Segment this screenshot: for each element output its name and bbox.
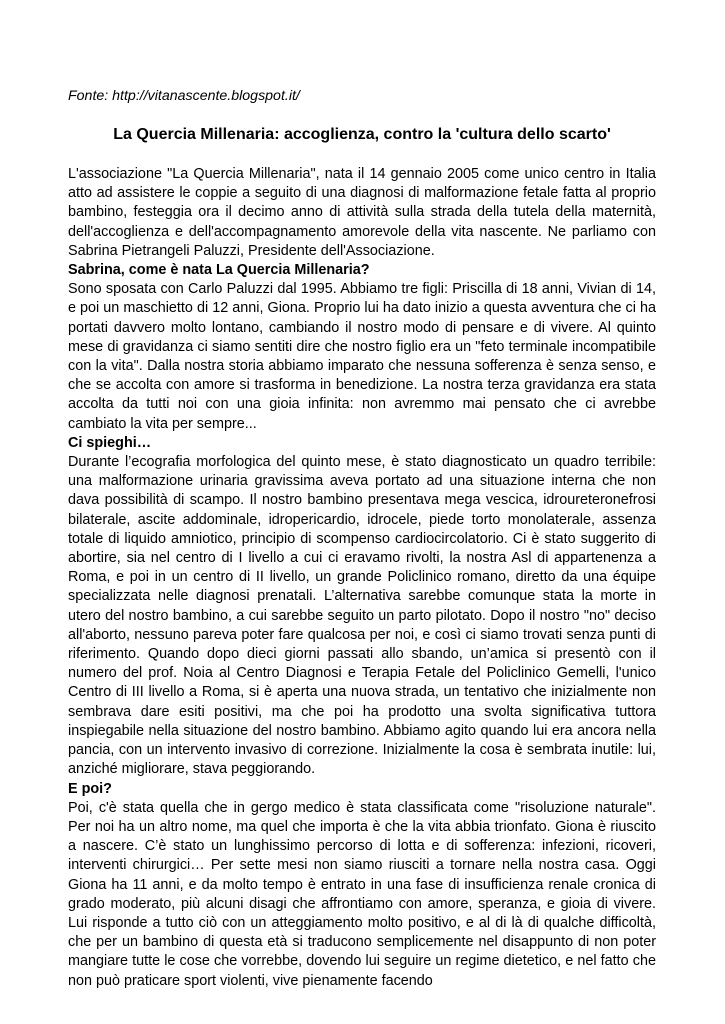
answer-paragraph: Sono sposata con Carlo Paluzzi dal 1995. Abbiamo tre figli: Priscilla di 18 anni, Vivian di 14, e poi un maschietto di 12 anni, Giona. Proprio lui ha dato inizio a questa avventura che ci ha portati davvero molto lontano, cambiando il nostro modo di pensare e di vivere. Al quinto mese di gravidanza ci siamo sentiti dire che nostro figlio era un "feto terminale incompatibile con la vita". Dalla nostra storia abbiamo imparato che nessuna sofferenza è senza senso, e che se accolta con amore si trasforma in benedizione. La nostra terza gravidanza era stata accolta da tutti noi con una gioia infinita: non avremmo mai pensato che ci avrebbe cambiato la vita per sempre... (68, 281, 656, 432)
intro-paragraph: L'associazione "La Quercia Millenaria", nata il 14 gennaio 2005 come unico centro in Italia atto ad assistere le coppie a seguito di una diagnosi di malformazione fetale fatta al proprio bambino, festeggia ora il decimo anno di attività sulla strada della tutela della maternità, dell'accoglienza e dell'accompagnamento amorevole della vita nascente. Ne parliamo con Sabrina Pietrangeli Paluzzi, Presidente dell'Associazione. (68, 166, 656, 259)
document-page (68, 87, 656, 991)
source-line: Fonte: http://vitanascente.blogspot.it/ (68, 88, 300, 104)
answer-paragraph: Durante l’ecografia morfologica del quinto mese, è stato diagnosticato un quadro terribile: una malformazione urinaria gravissima aveva portato ad una situazione interna che non dava possibilità di scampo. Il nostro bambino presentava mega vescica, idroureteronefrosi bilaterale, ascite addominale, idropericardio, idrocele, piede torto monolaterale, assenza totale di liquido amniotico, principio di scompenso cardiocircolatorio. Ci è stato suggerito di abortire, sia nel centro di I livello a cui ci eravamo rivolti, la nostra Asl di appartenenza a Roma, e poi in un centro di II livello, un grande Policlinico romano, diretto da una équipe specializzata nelle diagnosi prenatali. L’alternativa sarebbe comunque stata la morte in utero del nostro bambino, a cui sarebbe seguito un parto pilotato. Dopo il nostro "no" deciso all'aborto, nessuno pareva poter fare qualcosa per noi, e così ci siamo trovati senza punti di riferimento. Quando dopo dieci giorni passati allo sbando, un’amica si presentò con il numero del prof. Noia al Centro Diagnosi e Terapia Fetale del Policlinico Gemelli, l'unico Centro di III livello a Roma, si è aperta una nuova strada, un tentativo che inizialmente non sembrava dare esiti positivi, ma che poi ha prodotto una svolta significativa tuttora inspiegabile nella situazione del nostro bambino. Abbiamo agito quando lui era ancora nella pancia, con un intervento invasivo di correzione. Inizialmente la cosa è sembrata inutile: lui, anziché migliorare, stava peggiorando. (68, 454, 656, 778)
question-heading: Ci spieghi… (68, 434, 152, 451)
question-heading: E poi? (68, 780, 112, 797)
answer-paragraph: Poi, c'è stata quella che in gergo medico è stata classificata come "risoluzione naturale". Per noi ha un altro nome, ma quel che importa è che la vita abbia trionfato. Giona è riuscito a nascere. C’è stato un lunghissimo percorso di lotta e di sofferenza: infezioni, ricoveri, interventi chirurgici… Per sette mesi non siamo riusciti a tornare nella nostra casa. Oggi Giona ha 11 anni, e da molto tempo è entrato in una fase di insufficienza renale cronica di grado moderato, più alcuni disagi che affrontiamo con amore, speranza, e gioia di vivere. Lui risponde a tutto ciò con un atteggiamento molto positivo, e al di là di qualche difficoltà, che per un bambino di questa età si traducono semplicemente nel disappunto di non poter mangiare tutte le cose che vorrebbe, dovendo lui seguire un regime dietetico, e nel fatto che non può praticare sport violenti, vive pienamente facendo (68, 799, 656, 989)
article-title: La Quercia Millenaria: accoglienza, contro la 'cultura dello scarto' (113, 126, 611, 143)
question-heading: Sabrina, come è nata La Quercia Millenaria? (68, 262, 370, 279)
